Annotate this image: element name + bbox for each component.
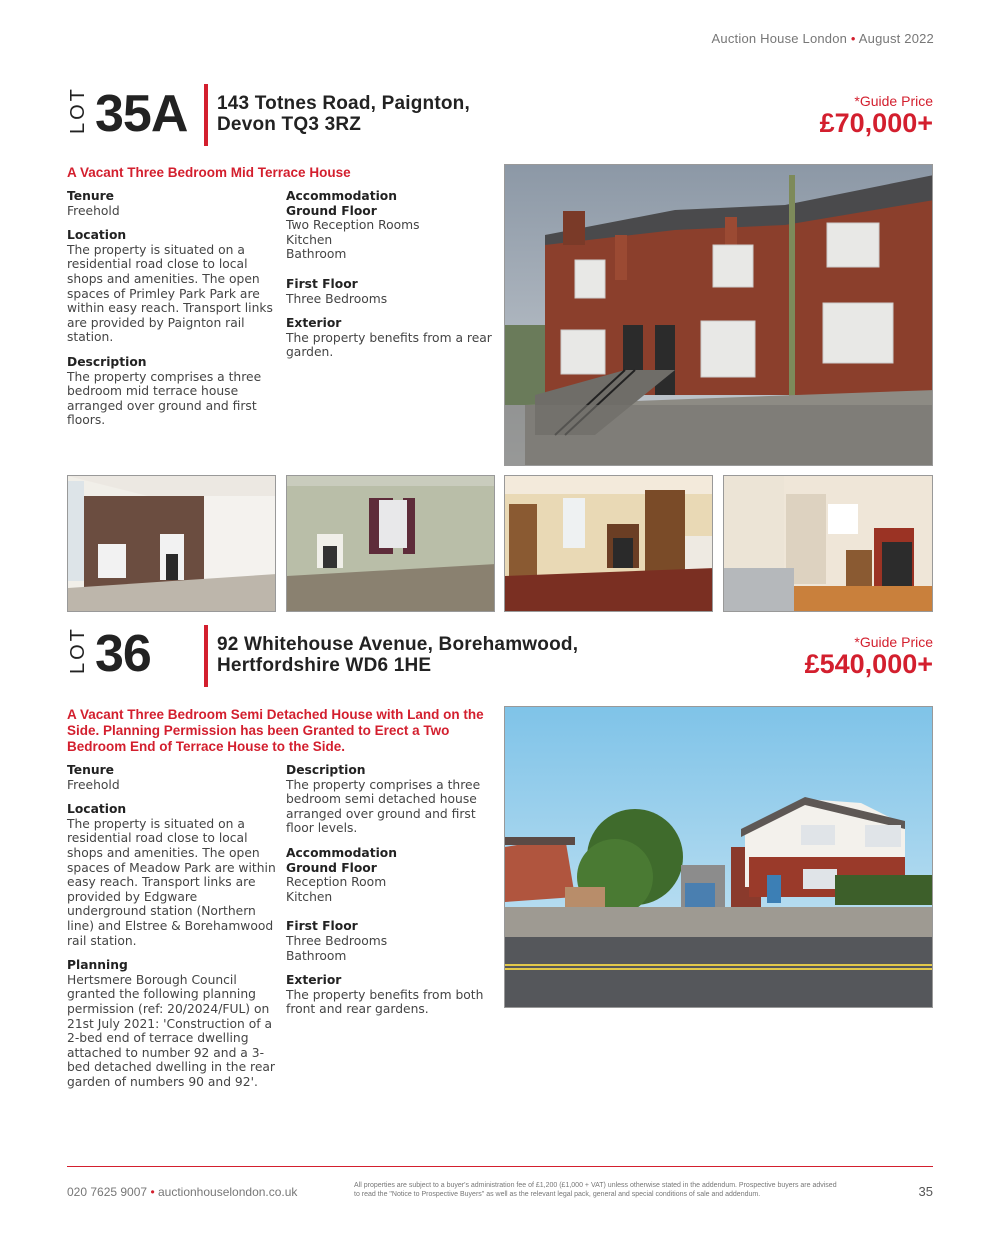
guide-price-label: *Guide Price: [854, 93, 933, 109]
first-floor-heading: First Floor: [286, 919, 358, 934]
reception-room-illustration: [287, 476, 495, 612]
accommodation-heading: Accommodation: [286, 189, 398, 203]
planning-heading: Planning: [67, 958, 128, 973]
footer-phone[interactable]: 020 7625 9007: [67, 1185, 148, 1199]
living-room-photo: [504, 475, 713, 612]
accommodation-heading: Accommodation: [286, 845, 398, 860]
address-line-2: Hertfordshire WD6 1HE: [217, 655, 432, 676]
location-text: The property is situated on a residential road close to local shops and amenities. The open spaces of Meadow Park are within easy reach. Transport links are provided by Edgware underground station (Northern line) and Elstree & Borehamwood rail station.: [67, 816, 276, 948]
guide-price-block: [805, 634, 933, 678]
details-left-column: [67, 763, 279, 1089]
tenure-text: Freehold: [67, 777, 120, 792]
address-line-1: 143 Totnes Road, Paignton,: [217, 93, 470, 114]
tenure-text: Freehold: [67, 203, 120, 218]
footer-divider: [67, 1166, 933, 1167]
lot-number: 35A: [95, 85, 188, 143]
ground-floor-text: Two Reception Rooms Kitchen Bathroom: [286, 218, 420, 262]
lot-36-badge: [67, 626, 207, 682]
exterior-heading: Exterior: [286, 973, 342, 988]
address-line-1: 92 Whitehouse Avenue, Borehamwood,: [217, 634, 579, 655]
lot-36-exterior-photo: [504, 706, 933, 1008]
property-address: [217, 93, 470, 135]
ground-floor-heading: Ground Floor: [286, 860, 377, 875]
terrace-house-illustration: [505, 165, 933, 466]
bedroom-photo: [67, 475, 276, 612]
property-address: [217, 634, 578, 676]
address-line-2: Devon TQ3 3RZ: [217, 114, 362, 135]
description-heading: Description: [67, 354, 147, 369]
footer-disclaimer: All properties are subject to a buyer's administration fee of £1,200 (£1,000 + VAT) unless otherwise stated in the addendum. Prospective buyers are advised to read the "Notice to Prospective Buyers" as well as the relevant legal pack, general and special conditions of sale and addendum.: [354, 1182, 837, 1198]
tenure-heading: Tenure: [67, 189, 115, 203]
footer-separator: •: [150, 1185, 155, 1199]
location-heading: Location: [67, 802, 127, 817]
description-heading: Description: [286, 763, 366, 777]
exterior-heading: Exterior: [286, 316, 342, 331]
lot-divider-bar: [204, 84, 208, 146]
lot-number: 36: [95, 625, 151, 683]
page-number: 35: [918, 1184, 933, 1199]
reception-room-photo: [286, 475, 495, 612]
planning-text: Hertsmere Borough Council granted the following planning permission (ref: 20/2024/FUL) on 21st July 2021: 'Construction of a 2-bed end of terrace dwelling attached to number 92 and a 3-bed detached dwelling in the rear garden of numbers 90 and 92'.: [67, 972, 275, 1089]
details-right-column: [286, 763, 498, 1017]
details-left-column: [67, 189, 279, 428]
header-separator: •: [850, 31, 856, 46]
lot-35a-badge: [67, 84, 207, 143]
description-text: The property comprises a three bedroom mid terrace house arranged over ground and first floors.: [67, 369, 262, 428]
kitchen-illustration: [724, 476, 933, 612]
location-text: The property is situated on a residential road close to local shops and amenities. The open spaces of Primley Park Park are within easy reach. Transport links are provided by Paignton rail station.: [67, 242, 273, 345]
footer-contact: [67, 1185, 297, 1199]
exterior-text: The property benefits from both front and rear gardens.: [286, 987, 484, 1017]
publisher-name: Auction House London: [711, 31, 848, 46]
lot-divider-bar: [204, 625, 208, 687]
lot-35a-exterior-photo: [504, 164, 933, 466]
bedroom-illustration: [68, 476, 276, 612]
issue-date: August 2022: [858, 31, 934, 46]
living-room-illustration: [505, 476, 713, 612]
guide-price-label: *Guide Price: [854, 634, 933, 650]
first-floor-text: Three Bedrooms Bathroom: [286, 933, 388, 963]
description-text: The property comprises a three bedroom semi detached house arranged over ground and first floor levels.: [286, 777, 481, 836]
ground-floor-text: Reception Room Kitchen: [286, 875, 387, 904]
guide-price-value: £70,000+: [819, 108, 933, 138]
lot-label: LOT: [67, 626, 89, 674]
first-floor-text: Three Bedrooms: [286, 291, 388, 306]
location-heading: Location: [67, 228, 127, 243]
property-subtitle: A Vacant Three Bedroom Semi Detached House with Land on the Side. Planning Permission has been Granted to Erect a Two Bedroom End of Terrace House to the Side.: [67, 707, 484, 754]
first-floor-heading: First Floor: [286, 276, 358, 291]
semi-detached-house-illustration: [505, 707, 933, 1008]
ground-floor-heading: Ground Floor: [286, 203, 377, 218]
page-header: [712, 31, 934, 46]
footer-website-link[interactable]: auctionhouselondon.co.uk: [157, 1185, 298, 1199]
guide-price-block: [820, 93, 933, 137]
tenure-heading: Tenure: [67, 763, 115, 777]
details-right-column: [286, 189, 498, 360]
exterior-text: The property benefits from a rear garden.: [286, 330, 492, 360]
lot-label: LOT: [67, 86, 89, 134]
guide-price-value: £540,000+: [804, 649, 933, 679]
kitchen-photo: [723, 475, 933, 612]
property-subtitle: A Vacant Three Bedroom Mid Terrace House: [67, 165, 351, 180]
